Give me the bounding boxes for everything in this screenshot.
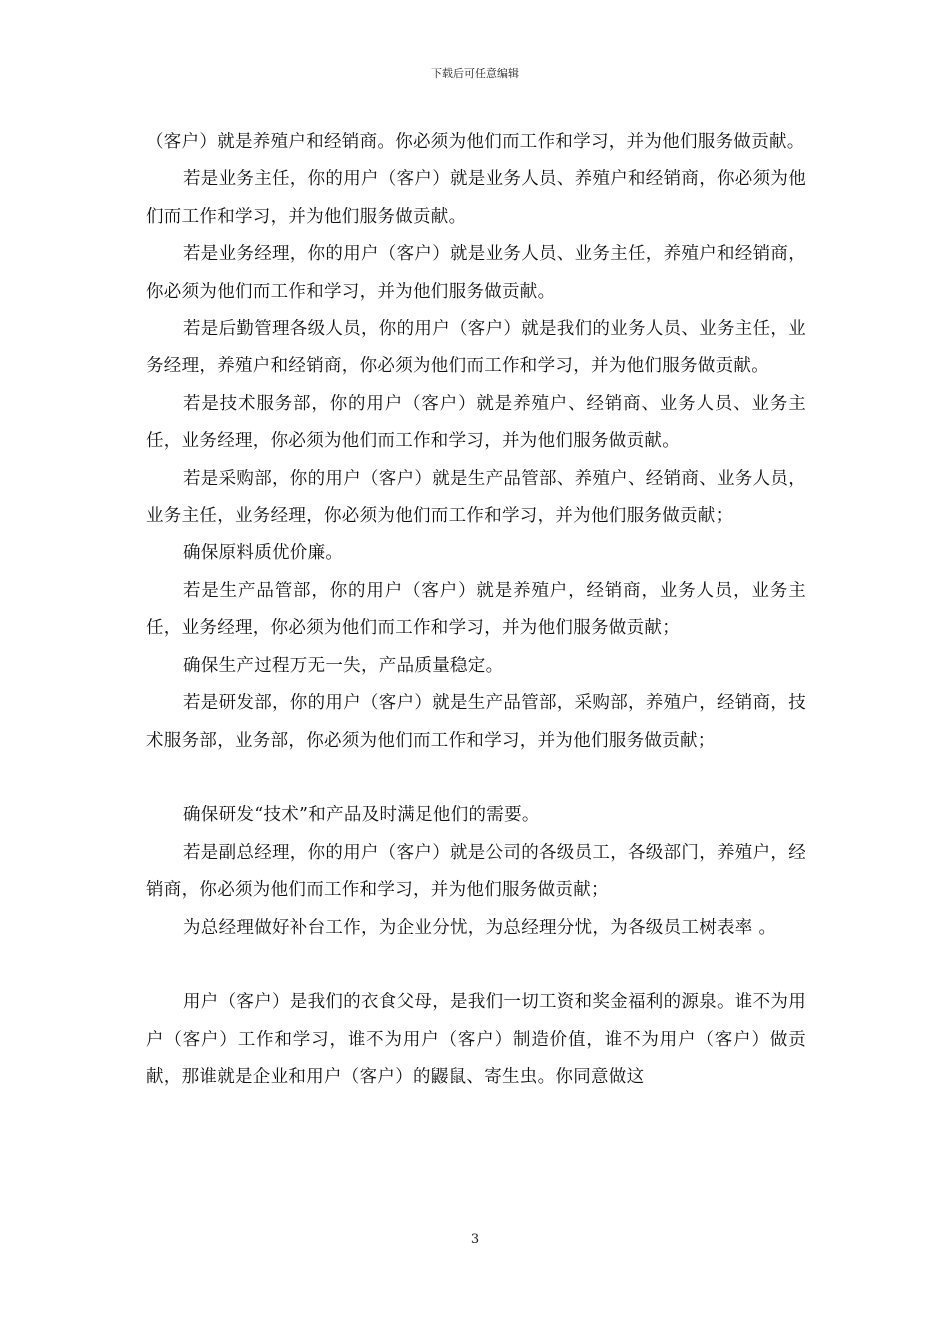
page-number: 3 bbox=[470, 1232, 480, 1247]
paragraph-1: （客户）就是养殖户和经销商。你必须为他们而工作和学习，并为他们服务做贡献。 bbox=[146, 132, 805, 152]
paragraph-10: 若是研发部，你的用户（客户）就是生产品管部，采购部，养殖户，经销商，技术服务部，业务部，你必须为他们而工作和学习，并为他们服务做贡献； bbox=[146, 693, 806, 751]
paragraph-6: 若是采购部，你的用户（客户）就是生产品管部、养殖户、经销商、业务人员，业务主任，业务经理，你必须为他们而工作和学习，并为他们服务做贡献； bbox=[146, 468, 806, 527]
paragraph-9: 确保生产过程万无一失，产品质量稳定。 bbox=[183, 655, 504, 676]
paragraph-8: 若是生产品管部，你的用户（客户）就是养殖户，经销商，业务人员，业务主任，业务经理，你必须为他们而工作和学习，并为他们服务做贡献； bbox=[146, 580, 806, 639]
blank-line bbox=[146, 947, 806, 984]
paragraph-7: 确保原料质优价廉。 bbox=[183, 543, 344, 564]
paragraph-12: 若是副总经理，你的用户（客户）就是公司的各级员工，各级部门，养殖户，经销商，你必须为他们而工作和学习，并为他们服务做贡献； bbox=[146, 842, 806, 901]
blank-line bbox=[146, 760, 806, 797]
document-body bbox=[146, 124, 806, 1097]
paragraph-14: 用户（客户）是我们的衣食父母，是我们一切工资和奖金福利的源泉。谁不为用户（客户）工作和学习，谁不为用户（客户）制造价值，谁不为用户（客户）做贡献，那谁就是企业和用户（客户）的鼹鼠、寄生虫。你同意做这 bbox=[146, 992, 806, 1088]
paragraph-13: 为总经理做好补台工作，为企业分忧，为总经理分忧，为各级员工树表率 。 bbox=[183, 917, 777, 938]
paragraph-4: 若是后勤管理各级人员，你的用户（客户）就是我们的业务人员、业务主任，业务经理，养殖户和经销商，你必须为他们而工作和学习，并为他们服务做贡献。 bbox=[146, 319, 806, 377]
page-header: 下载后可任意编辑 bbox=[431, 67, 519, 80]
paragraph-5: 若是技术服务部，你的用户（客户）就是养殖户、经销商、业务人员、业务主任，业务经理，你必须为他们而工作和学习，并为他们服务做贡献。 bbox=[146, 393, 806, 452]
paragraph-11: 确保研发“技术”和产品及时满足他们的需要。 bbox=[183, 805, 540, 826]
paragraph-2: 若是业务主任，你的用户（客户）就是业务人员、养殖户和经销商，你必须为他们而工作和学习，并为他们服务做贡献。 bbox=[146, 169, 806, 227]
paragraph-3: 若是业务经理，你的用户（客户）就是业务人员、业务主任，养殖户和经销商，你必须为他们而工作和学习，并为他们服务做贡献。 bbox=[146, 244, 806, 302]
